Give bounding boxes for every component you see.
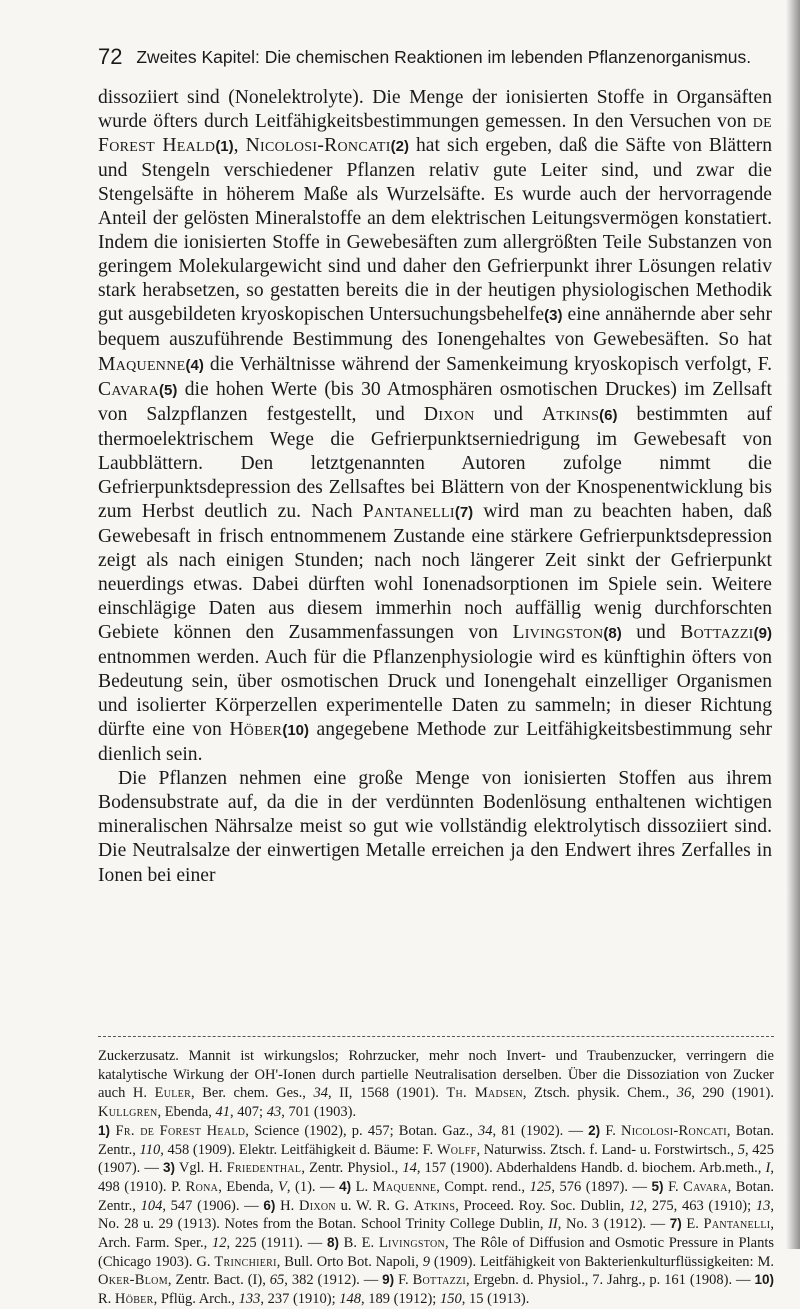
text-run: bestimmten auf thermoelektrischem Wege die Gefrierpunktserniedrigung im Gewebesaft von Laubblättern. Den letztgenannten Autoren zufolge nimmt die Gefrierpunktsdepression des Zellsaftes bei Blättern von der Knospenentwicklung bis zum Herbst deutlich zu. Nach [98,403,773,522]
volume-number: 148 [339,1291,361,1308]
author-name: Höber [114,1291,154,1308]
author-name: Nicolosi-Roncati [621,1122,727,1139]
text-run: , Bull. Orto Bot. Napoli, [276,1253,423,1270]
volume-number: 13 [755,1197,771,1214]
text-run: Zuckerzusatz. Mannit ist wirkungslos; Rohrzucker, mehr noch Invert- und Traubenzucker, verringern die katalytische Wirkung der OH'-Ionen durch partielle Neutralisation derselben. Über die Dissoziation von Zucker auch H. [98,1048,774,1102]
volume-number: 34 [478,1122,493,1139]
reference-marker: 6) [263,1197,276,1213]
text-run: , Pflüg. Arch., [153,1291,239,1308]
volume-number: 104 [140,1197,163,1214]
volume-number: 65 [269,1272,285,1289]
reference-marker: (2) [390,138,410,156]
text-run: F. [600,1122,622,1139]
text-run: , Proceed. Roy. Soc. Dublin, [455,1197,629,1214]
text-run: , 382 (1912). — [284,1272,383,1289]
text-run: R. [98,1291,115,1308]
running-head [98,44,788,74]
text-run: , Zentr. Bact. (I), [167,1272,270,1289]
text-run: Die Pflanzen nehmen eine große Menge von ionisierten Stoffen aus ihrem Bodensubstrate auf, da die in der verdünnten Bodenlösung enthaltenen wichtigen mineralischen Nährsalze meist so gut wie vollständig elektrolytisch dissoziiert sind. Die Neutralsalze der einwertigen Metalle erreichen ja den Endwert ihres Zerfalles in Ionen bei einer [98,768,772,886]
volume-number: 125 [529,1178,552,1195]
author-name: Dixon [298,1197,336,1214]
text-run: , No. 28 u. 29 (1913). Notes from the Botan. School Trinity College Dublin, [98,1197,774,1233]
text-run: , 425 (1907). — [98,1141,774,1177]
reference-marker: 3) [163,1160,176,1176]
text-run: , Compt. rend., [436,1178,530,1195]
reference-marker: 7) [669,1216,682,1232]
text-run: , [233,135,246,157]
text-run: , 237 (1910); [260,1291,340,1308]
text-run: , 701 (1903). [281,1104,357,1121]
author-name: Atkins [541,403,600,425]
text-run: L. [351,1178,373,1195]
author-name: Livingston [512,622,604,644]
text-run: E. [681,1216,704,1233]
author-name: Maquenne [372,1178,437,1195]
author-name: Cavara [683,1178,728,1195]
text-run: , II, 1568 (1901). [327,1085,447,1102]
text-run: , Botan. Zentr., [98,1178,774,1214]
volume-number: II [548,1216,558,1233]
text-run: , 498 (1910). P. [98,1160,774,1195]
reference-marker: 5) [651,1178,664,1194]
text-run: , Naturwiss. Ztsch. f. Land- u. Forstwirtsch., [476,1141,738,1158]
volume-number: 133 [238,1291,261,1308]
author-name: Trinchieri [214,1253,277,1270]
text-run: dissoziiert sind (Nonelektrolyte). Die Menge der ionisierten Stoffe in Organsäften wurde öfters durch Leitfähigkeitsbestimmungen gemessen. In den Versuchen von [98,87,772,133]
author-name: Maquenne [98,353,186,375]
text-run: F. [394,1272,413,1289]
text-run: , Ztsch. physik. Chem., [522,1085,677,1102]
reference-marker: 10) [754,1272,774,1288]
author-name: Pantanelli [703,1216,771,1233]
reference-marker: 9) [382,1272,395,1288]
text-run: F. [663,1178,684,1195]
reference-marker: (10) [282,722,310,740]
text-run: eine annähernde aber sehr bequem auszuführende Bestimmung des Ionengehaltes von Gewebesäften. So hat [98,304,772,351]
footnote-references [98,1122,774,1309]
volume-number: 41 [215,1104,231,1121]
text-run: die hohen Werte (bis 30 Atmosphären osmotischen Druckes) im Zellsaft von Salzpflanzen festgestellt, und [98,378,772,425]
paragraph [98,767,772,887]
volume-number: 12 [212,1235,227,1252]
chapter-title: Zweites Kapitel: Die chemischen Reaktionen im lebenden Pflanzenorganismus. [136,47,752,67]
volume-number: 14 [402,1160,417,1177]
author-name: Euler [154,1085,192,1102]
text-run: hat sich ergeben, daß die Säfte von Blättern und Stengeln verschiedener Pflanzen relativ gute Leiter sind, und zwar die Stengelsäfte in höherem Maße als Wurzelsäfte. Es wurde auch der hervorragende Anteil der gelösten Mineralstoffe an dem elektrischen Leitungsvermögen konstatiert. Indem die ionisierten Stoffe in Gewebesäften zum allergrößten Teile Substanzen von geringem Molekulargewicht sind und daher den Gefrierpunkt ihrer Lösungen relativ stark herabsetzen, so gestatten bereits die in der heutigen physiologischen Methodik gut ausgebildeten kryoskopischen Untersuchungsbehelfe [98,135,773,326]
author-name: Livingston [378,1235,445,1252]
reference-marker: 4) [339,1178,352,1194]
reference-marker: 1) [98,1122,111,1138]
volume-number: 36 [676,1085,692,1102]
paragraph [98,86,772,767]
author-name: Th. Madsen [446,1085,523,1102]
reference-marker: (8) [603,625,622,643]
text-run: , Ebenda, [157,1104,216,1121]
author-name: Pantanelli [362,500,455,522]
text-run: , 157 (1900). Abderhaldens Handb. d. biochem. Arb.meth., [416,1160,766,1177]
author-name: Wolff [436,1141,477,1158]
text-run: , Ber. chem. Ges., [191,1085,314,1102]
page-edge-shadow [786,0,800,1249]
author-name: Höber [229,719,283,741]
volume-number: 34 [313,1085,328,1102]
text-run: (1909). Leitfähigkeit von Bakterienkulturflüssigkeiten: M. [429,1253,774,1270]
text-run: , 547 (1906). — [162,1197,264,1214]
text-run: , Science (1902), p. 457; Botan. Gaz., [245,1122,479,1139]
text-run: , Botan. Zentr., [98,1122,774,1158]
author-name: Kullgren [98,1104,158,1121]
volume-number: 9 [422,1253,430,1270]
text-run: angegebene Methode zur Leitfähigkeitsbestimmung sehr dienlich sein. [98,719,773,766]
author-name: Bottazzi [680,622,754,644]
author-name: Friedenthal [226,1160,302,1177]
text-run: und [621,622,681,644]
volume-number: 110 [139,1141,161,1158]
text-run: , Arch. Farm. Sper., [98,1216,774,1252]
reference-marker: (6) [599,406,618,424]
volume-number: 43 [266,1104,282,1121]
text-run: , 81 (1902). — [492,1122,589,1139]
author-name: de Forest Heald [98,111,772,157]
reference-marker: (5) [159,381,178,399]
volume-number: 5 [737,1141,745,1158]
text-run: , No. 3 (1912). — [557,1216,670,1233]
author-name: Bottazzi [412,1272,467,1289]
main-text [98,86,772,888]
text-run: , 290 (1901). [691,1085,774,1102]
text-run: , 458 (1909). Elektr. Leitfähigkeit d. Bäume: F. [160,1141,437,1158]
text-run: , 407; [230,1104,267,1121]
reference-marker: (7) [454,503,474,521]
text-run: , Zentr. Physiol., [301,1160,403,1177]
text-run: , 189 (1912); [361,1291,440,1308]
author-name: Dixon [423,403,475,425]
author-name: Oker-Blom [98,1272,168,1289]
text-run: , (1). — [286,1178,340,1195]
footnotes [98,1047,774,1309]
text-run: B. E. [338,1235,379,1252]
reference-marker: 8) [326,1235,339,1251]
text-run: entnommen werden. Auch für die Pflanzenphysiologie wird es künftighin öfters von Bedeutung sein, über osmotischen Druck und Ionengehalt einzelliger Organismen und isolierter Körperzellen experimentelle Daten zu sammeln; in dieser Richtung dürfte eine von [98,647,772,741]
text-run: die Verhältnisse während der Samenkeimung kryoskopisch verfolgt, F. [203,353,772,375]
author-name: Atkins [413,1197,456,1214]
text-run: und [474,403,542,425]
volume-number: V [278,1178,287,1195]
text-run: , Ergebn. d. Physiol., 7. Jahrg., p. 161 (1908). — [466,1272,755,1289]
author-name: Rona [185,1178,219,1195]
footnote-separator [98,1036,774,1037]
volume-number: I [765,1160,771,1177]
text-run: wird man zu beachten haben, daß Gewebesaft in frisch entnommenem Zustande eine stärkere Gefrierpunktsdepression zeigt als nach einigen Stunden; nach noch längerer Zeit sinkt der Gefrierpunkt neuerdings etwas. Dabei dürften wohl Ionenadsorptionen im Spiele sein. Weitere einschlägige Daten aus diesem immerhin noch auffällig wenig durchforschten Gebiete können den Zusammenfassungen von [98,500,772,644]
reference-marker: (4) [185,356,204,374]
text-run: , The Rôle of Diffusion and Osmotic Pressure in Plants (Chicago 1903). G. [98,1235,774,1270]
text-run: , 15 (1913). [461,1291,530,1308]
text-run: Vgl. H. [175,1160,227,1177]
text-run: H. [275,1197,299,1214]
reference-marker: (9) [753,625,772,643]
author-name: Cavara [98,378,160,400]
reference-marker: 2) [588,1122,601,1138]
text-run: , 576 (1897). — [551,1178,652,1195]
reference-marker: (3) [544,307,563,325]
reference-marker: (1) [215,138,234,156]
text-run: u. W. R. G. [335,1197,414,1214]
volume-number: 150 [439,1291,462,1308]
text-run: , 225 (1911). — [226,1235,327,1252]
volume-number: 12 [629,1197,644,1214]
text-run: , 275, 463 (1910); [643,1197,756,1214]
page-number: 72 [98,44,123,69]
text-run: , Ebenda, [218,1178,278,1195]
author-name: Nicolosi-Roncati [245,135,391,157]
footnote-continuation [98,1047,774,1122]
author-name: Fr. de Forest Heald [110,1122,246,1139]
